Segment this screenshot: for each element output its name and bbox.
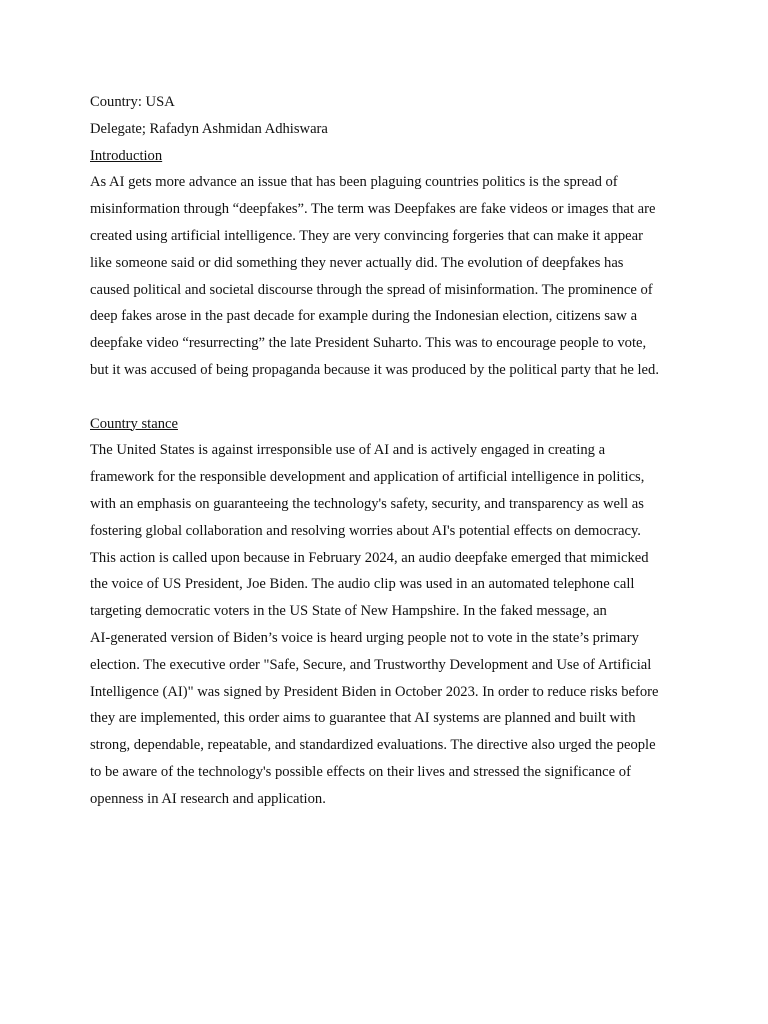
country-line: Country: USA [90, 94, 175, 110]
text-line: but it was accused of being propaganda because it was produced by the political party that he led. [90, 361, 659, 378]
text-line: strong, dependable, repeatable, and standardized evaluations. The directive also urged the people [90, 737, 656, 754]
text-line: openness in AI research and application. [90, 790, 326, 807]
text-line: election. The executive order "Safe, Secure, and Trustworthy Development and Use of Artificial [90, 656, 652, 673]
text-line: caused political and societal discourse through the spread of misinformation. The prominence of [90, 281, 653, 298]
text-line: As AI gets more advance an issue that has been plaguing countries politics is the spread of [90, 174, 618, 191]
text-line: misinformation through “deepfakes”. The term was Deepfakes are fake videos or images that are [90, 201, 656, 218]
text-line: deep fakes arose in the past decade for example during the Indonesian election, citizens saw a [90, 308, 638, 325]
text-line: This action is called upon because in February 2024, an audio deepfake emerged that mimicked [90, 549, 649, 566]
text-line: AI-generated version of Biden’s voice is heard urging people not to vote in the state’s primary [90, 629, 639, 646]
introduction-paragraph [90, 169, 690, 383]
text-line: The United States is against irresponsible use of AI and is actively engaged in creating a [90, 442, 606, 459]
delegate-line: Delegate; Rafadyn Ashmidan Adhiswara [90, 120, 328, 137]
text-line: fostering global collaboration and resolving worries about AI's potential effects on democracy. [90, 522, 641, 539]
text-line: to be aware of the technology's possible effects on their lives and stressed the significance of [90, 763, 631, 780]
text-line: targeting democratic voters in the US State of New Hampshire. In the faked message, an [90, 603, 607, 620]
text-line: deepfake video “resurrecting” the late President Suharto. This was to encourage people to vote, [90, 335, 647, 352]
country-stance-paragraph [90, 437, 690, 812]
text-line: framework for the responsible development and application of artificial intelligence in politics, [90, 469, 645, 486]
text-line: with an emphasis on guaranteeing the technology's safety, security, and transparency as well as [90, 495, 644, 512]
paragraph-spacer [90, 384, 690, 411]
text-line: Intelligence (AI)" was signed by President Biden in October 2023. In order to reduce risks before [90, 683, 659, 700]
country-stance-heading: Country stance [90, 415, 178, 432]
text-line: the voice of US President, Joe Biden. The audio clip was used in an automated telephone call [90, 576, 635, 593]
text-line: created using artificial intelligence. They are very convincing forgeries that can make it appear [90, 227, 643, 244]
text-line: they are implemented, this order aims to guarantee that AI systems are planned and built with [90, 710, 636, 727]
document-body [90, 89, 690, 813]
introduction-heading: Introduction [90, 147, 163, 164]
text-line: like someone said or did something they never actually did. The evolution of deepfakes has [90, 254, 624, 271]
